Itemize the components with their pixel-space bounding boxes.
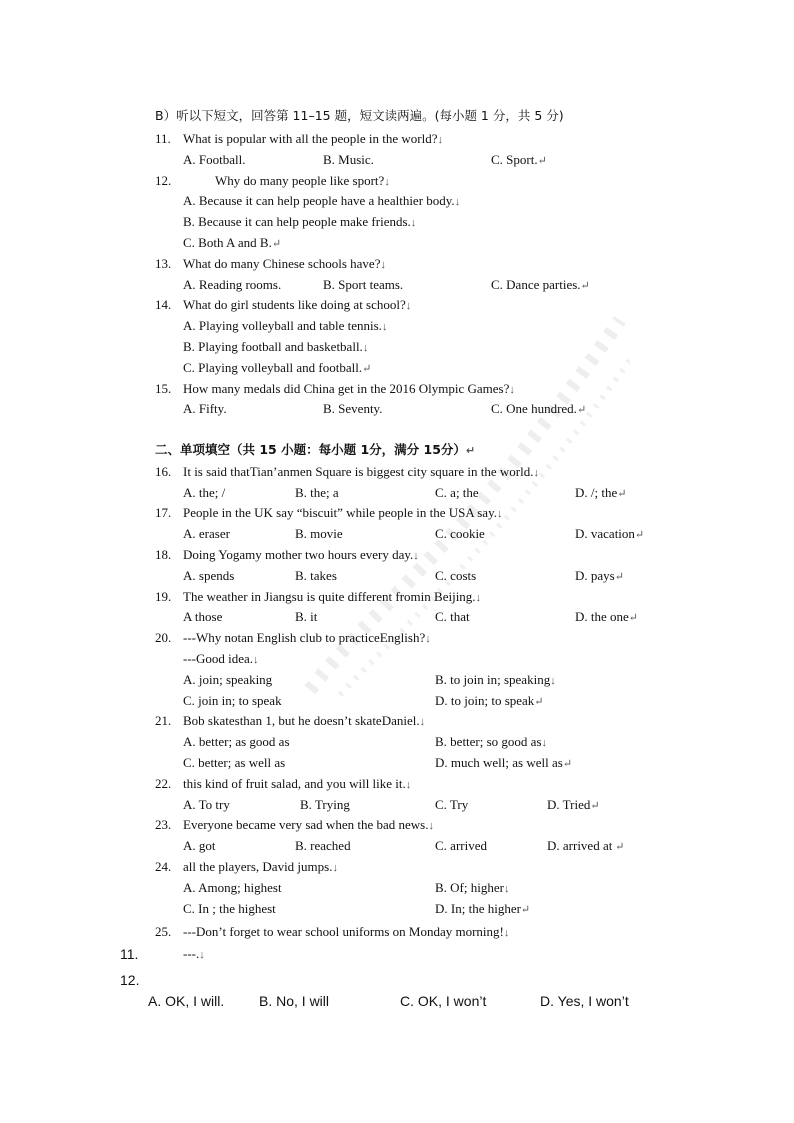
question-15-option-a: A. Fifty. <box>183 401 227 416</box>
question-21-option-a: A. better; as good as <box>183 734 290 749</box>
question-24-number: 24. <box>155 859 172 874</box>
question-14-option-b: B. Playing football and basketball.↓ <box>183 339 369 354</box>
question-18-option-a: A. spends <box>183 568 235 583</box>
question-21-number: 21. <box>155 713 172 728</box>
question-18-number: 18. <box>155 547 172 562</box>
question-18-option-c: C. costs <box>435 568 477 583</box>
question-16-option-a: A. the; / <box>183 485 226 500</box>
question-20-option-d: D. to join; to speak↵ <box>435 693 544 708</box>
question-17-option-b: B. movie <box>295 526 343 541</box>
question-22-option-a: A. To try <box>183 797 230 812</box>
question-17-text: People in the UK say “biscuit” while people in the USA say.↓ <box>183 505 503 520</box>
question-23-number: 23. <box>155 817 172 832</box>
question-25-reply: ---.↓ <box>183 946 205 961</box>
question-14-text: What do girl students like doing at school?↓ <box>183 297 412 312</box>
question-18-text: Doing Yogamy mother two hours every day.↓ <box>183 547 419 562</box>
question-22-option-c: C. Try <box>435 797 469 812</box>
question-23-option-b: B. reached <box>295 838 351 853</box>
footer-number-11: 11. <box>120 946 139 962</box>
question-20-text: ---Why notan English club to practiceEnglish?↓ <box>183 630 431 645</box>
question-24-option-c: C. In ; the highest <box>183 901 276 916</box>
question-15-number: 15. <box>155 381 172 396</box>
question-21-text: Bob skatesthan 1, but he doesn’t skateDaniel.↓ <box>183 713 426 728</box>
question-17-option-a: A. eraser <box>183 526 230 541</box>
question-12-option-c: C. Both A and B.↵ <box>183 235 282 250</box>
question-13-option-c: C. Dance parties.↵ <box>491 277 590 292</box>
question-17-number: 17. <box>155 505 172 520</box>
question-22-text: this kind of fruit salad, and you will like it.↓ <box>183 776 412 791</box>
footer-option-b: B. No, I will <box>259 993 330 1009</box>
footer-option-d: D. Yes, I won’t <box>540 993 629 1009</box>
question-16-option-b: B. the; a <box>295 485 339 500</box>
question-12-text: Why do many people like sport?↓ <box>215 173 390 188</box>
question-17-option-c: C. cookie <box>435 526 485 541</box>
question-18-option-d: D. pays↵ <box>575 568 624 583</box>
question-21-option-c: C. better; as well as <box>183 755 286 770</box>
question-15-option-c: C. One hundred.↵ <box>491 401 587 416</box>
question-15-text: How many medals did China get in the 2016 Olympic Games?↓ <box>183 381 515 396</box>
question-19-number: 19. <box>155 589 172 604</box>
question-19-option-d: D. the one↵ <box>575 609 639 624</box>
question-16-option-c: C. a; the <box>435 485 479 500</box>
question-24-option-d: D. In; the higher↵ <box>435 901 531 916</box>
question-25-number: 25. <box>155 924 172 939</box>
question-22-option-b: B. Trying <box>300 797 350 812</box>
question-19-option-b: B. it <box>295 609 318 624</box>
question-20-option-a: A. join; speaking <box>183 672 273 687</box>
question-13-option-b: B. Sport teams. <box>323 277 404 292</box>
question-20-option-b: B. to join in; speaking↓ <box>435 672 556 687</box>
question-13-number: 13. <box>155 256 172 271</box>
question-19-option-a: A those <box>183 609 223 624</box>
question-11-option-b: B. Music. <box>323 152 374 167</box>
question-23-text: Everyone became very sad when the bad news.↓ <box>183 817 434 832</box>
section-2-title: 二、单项填空（共 15 小题：每小题 1分，满分 15分）↵ <box>155 442 476 457</box>
question-19-option-c: C. that <box>435 609 470 624</box>
question-20-option-c: C. join in; to speak <box>183 693 282 708</box>
question-23-option-a: A. got <box>183 838 216 853</box>
question-12-number: 12. <box>155 173 172 188</box>
question-15-option-b: B. Seventy. <box>323 401 383 416</box>
question-22-number: 22. <box>155 776 172 791</box>
question-24-option-a: A. Among; highest <box>183 880 282 895</box>
question-12-option-a: A. Because it can help people have a healthier body.↓ <box>183 193 461 208</box>
question-22-option-d: D. Tried↵ <box>547 797 600 812</box>
footer-option-c: C. OK, I won’t <box>400 993 487 1009</box>
question-21-option-d: D. much well; as well as↵ <box>435 755 573 770</box>
question-16-text: It is said thatTian’anmen Square is biggest city square in the world.↓ <box>183 464 539 479</box>
question-12-option-b: B. Because it can help people make friends.↓ <box>183 214 417 229</box>
question-17-option-d: D. vacation↵ <box>575 526 645 541</box>
question-24-option-b: B. Of; higher↓ <box>435 880 510 895</box>
question-21-option-b: B. better; so good as↓ <box>435 734 548 749</box>
question-14-number: 14. <box>155 297 172 312</box>
question-14-option-c: C. Playing volleyball and football.↵ <box>183 360 372 375</box>
question-11-option-a: A. Football. <box>183 152 246 167</box>
section-b-instruction: B）听以下短文，回答第 11–15 题，短文读两遍。(每小题 1 分，共 5 分) <box>155 108 564 123</box>
question-11-text: What is popular with all the people in the world?↓ <box>183 131 444 146</box>
question-16-number: 16. <box>155 464 172 479</box>
question-11-number: 11. <box>155 131 171 146</box>
question-16-option-d: D. /; the↵ <box>575 485 627 500</box>
question-19-text: The weather in Jiangsu is quite different fromin Beijing.↓ <box>183 589 482 604</box>
question-23-option-c: C. arrived <box>435 838 487 853</box>
question-13-option-a: A. Reading rooms. <box>183 277 282 292</box>
question-20-number: 20. <box>155 630 172 645</box>
footer-option-a: A. OK, I will. <box>148 993 225 1009</box>
question-11-option-c: C. Sport.↵ <box>491 152 547 167</box>
question-14-option-a: A. Playing volleyball and table tennis.↓ <box>183 318 388 333</box>
question-24-text: all the players, David jumps.↓ <box>183 859 338 874</box>
question-23-option-d: D. arrived at ↵ <box>547 838 625 853</box>
footer-number-12: 12. <box>120 972 140 988</box>
question-13-text: What do many Chinese schools have?↓ <box>183 256 386 271</box>
question-25-text: ---Don’t forget to wear school uniforms on Monday morning!↓ <box>183 924 510 939</box>
question-20-reply: ---Good idea.↓ <box>183 651 259 666</box>
question-18-option-b: B. takes <box>295 568 337 583</box>
